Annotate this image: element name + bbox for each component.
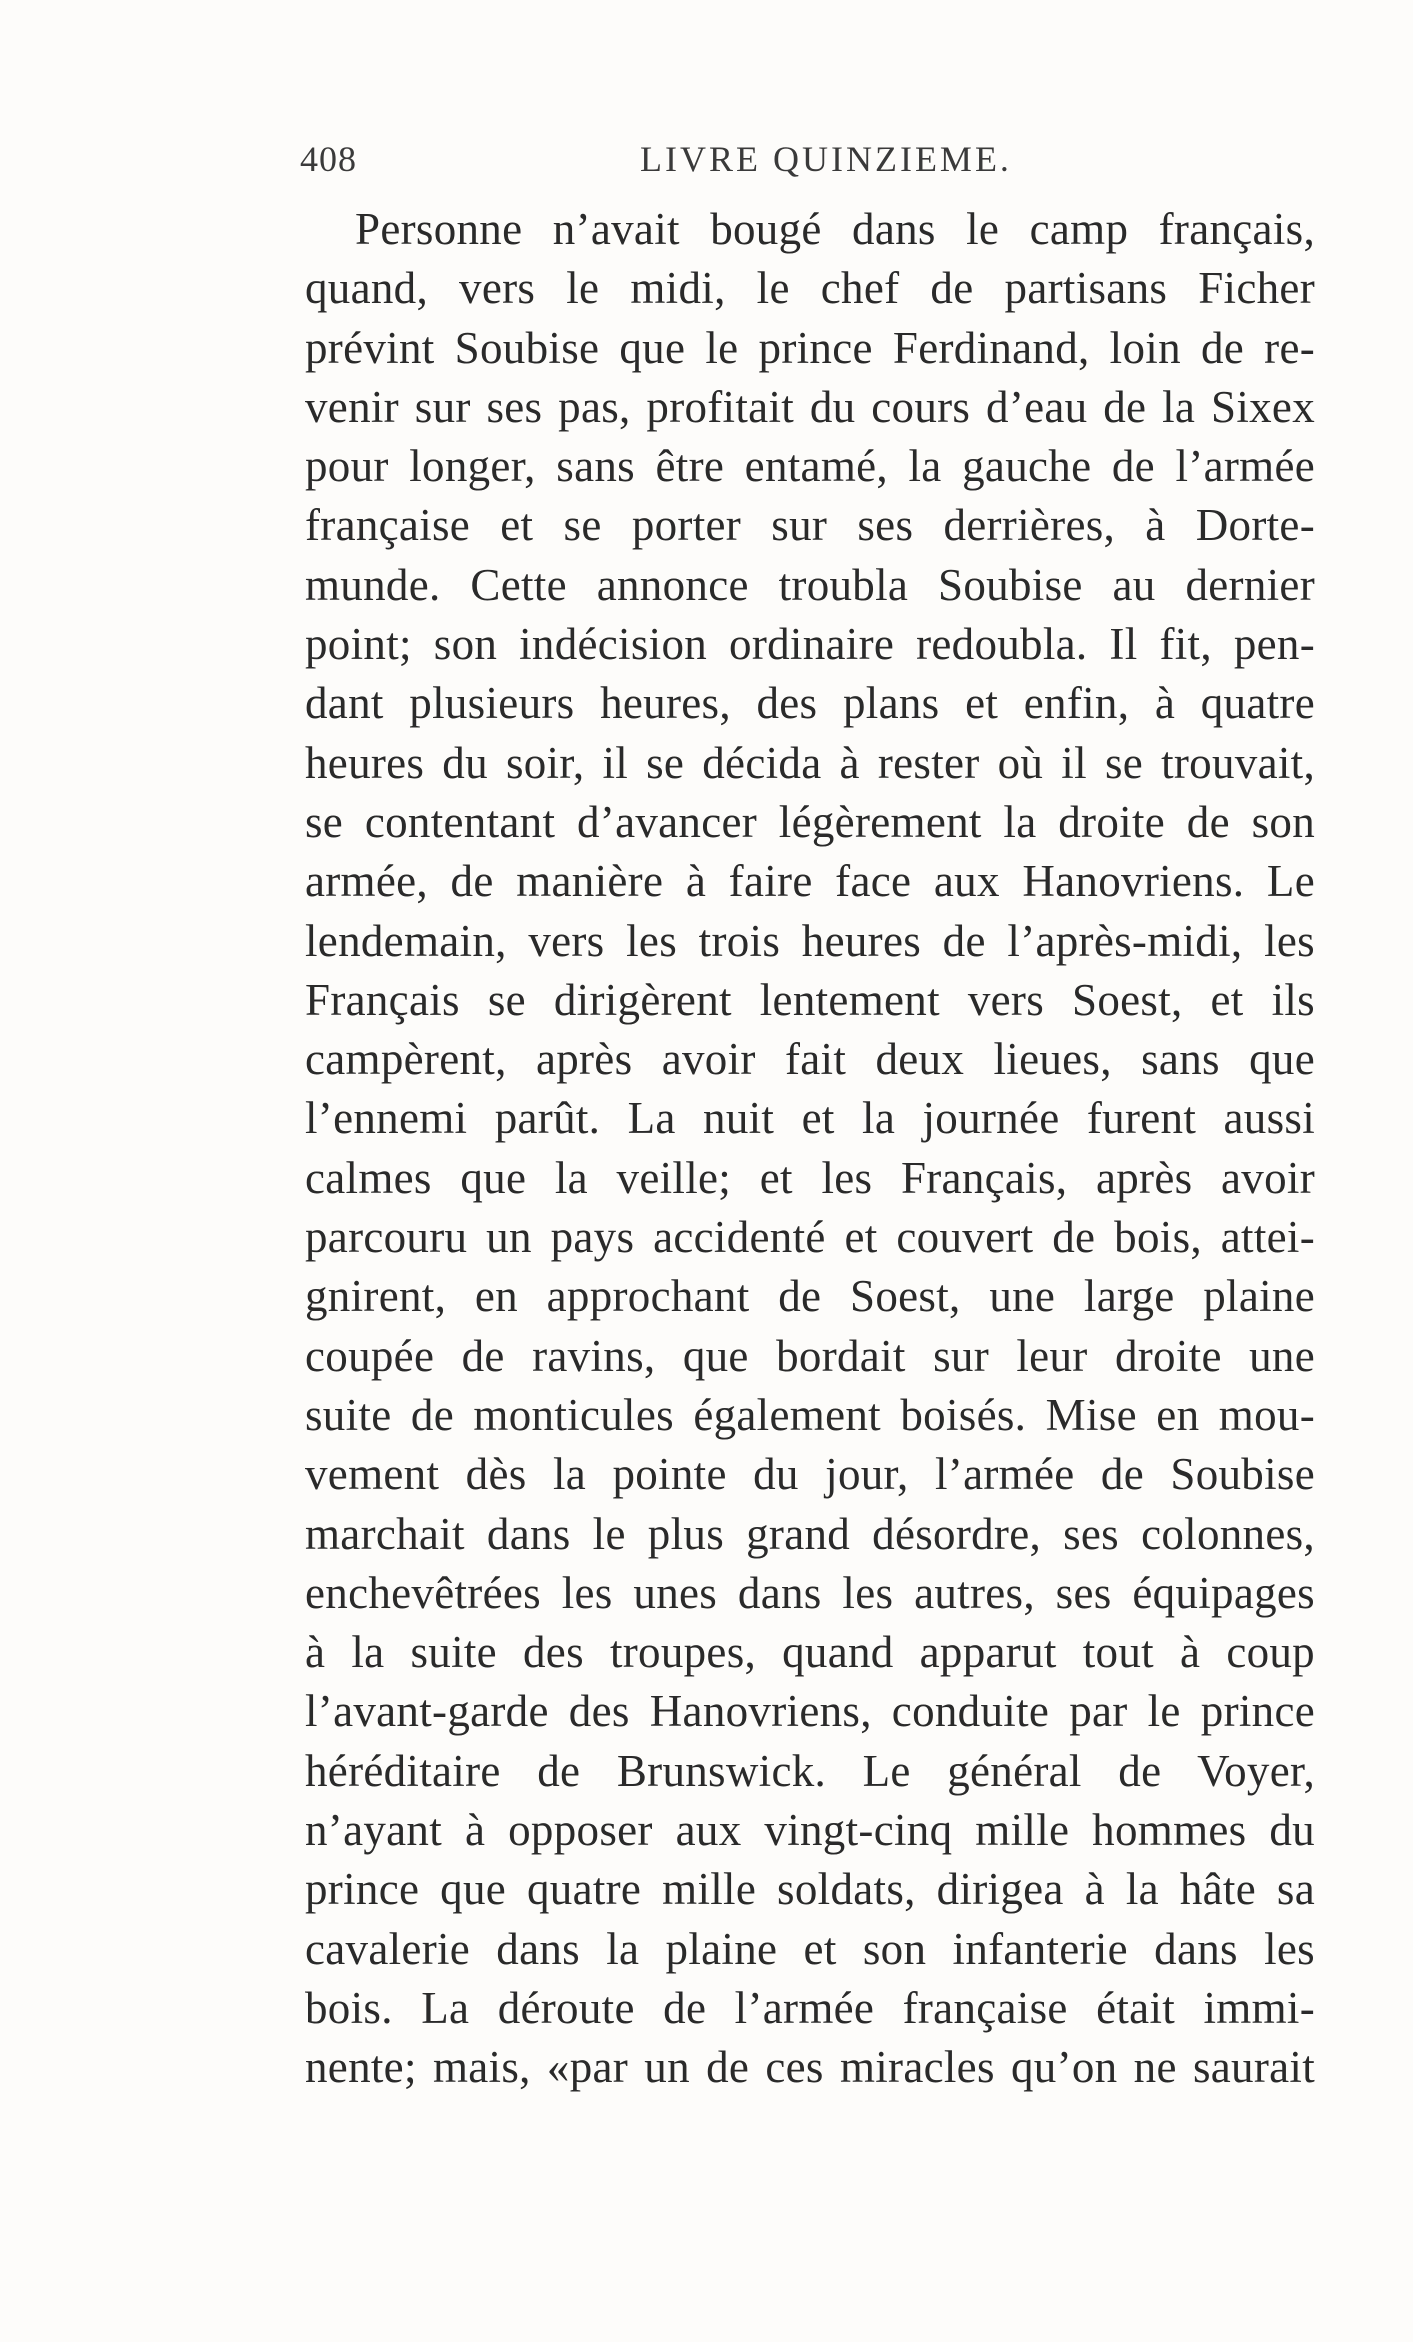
text-line: campèrent, après avoir fait deux lieues, sans que	[305, 1034, 1315, 1085]
text-line: pour longer, sans être entamé, la gauche de l’armée	[305, 441, 1315, 492]
text-line: cavalerie dans la plaine et son infanterie dans les	[305, 1923, 1315, 1974]
text-line: armée, de manière à faire face aux Hanovriens. Le	[305, 856, 1315, 907]
text-line: enchevêtrées les unes dans les autres, ses équipages	[305, 1567, 1315, 1618]
text-line: nente; mais, «par un de ces miracles qu’on ne saurait	[305, 2042, 1315, 2093]
text-line: Français se dirigèrent lentement vers Soest, et ils	[305, 974, 1315, 1025]
text-line: parcouru un pays accidenté et couvert de bois, attei-	[305, 1212, 1315, 1263]
text-line: marchait dans le plus grand désordre, ses colonnes,	[305, 1508, 1315, 1559]
text-line: n’ayant à opposer aux vingt-cinq mille hommes du	[305, 1805, 1315, 1856]
text-line: gnirent, en approchant de Soest, une large plaine	[305, 1271, 1315, 1322]
text-line: à la suite des troupes, quand apparut tout à coup	[305, 1627, 1315, 1678]
text-line: Personne n’avait bougé dans le camp français,	[355, 204, 1315, 254]
text-line: suite de monticules également boisés. Mise en mou-	[305, 1389, 1315, 1440]
text-line: prince que quatre mille soldats, dirigea à la hâte sa	[305, 1864, 1315, 1915]
text-line: l’avant-garde des Hanovriens, conduite par le prince	[305, 1686, 1315, 1737]
text-line: vement dès la pointe du jour, l’armée de Soubise	[305, 1449, 1315, 1500]
body-text	[305, 200, 1315, 2098]
text-line: lendemain, vers les trois heures de l’après-midi, les	[305, 915, 1315, 966]
text-line: heures du soir, il se décida à rester où il se trouvait,	[305, 737, 1315, 788]
running-title: LIVRE QUINZIEME.	[640, 139, 1012, 179]
page-number: 408	[300, 139, 357, 179]
page-header	[300, 138, 1318, 188]
text-line: venir sur ses pas, profitait du cours d’eau de la Sixex	[305, 381, 1315, 432]
text-line: munde. Cette annonce troubla Soubise au dernier	[305, 559, 1315, 610]
text-line: bois. La déroute de l’armée française était immi-	[305, 1982, 1315, 2033]
text-line: coupée de ravins, que bordait sur leur droite une	[305, 1330, 1315, 1381]
text-line: française et se porter sur ses derrières, à Dorte-	[305, 500, 1315, 551]
text-line: prévint Soubise que le prince Ferdinand, loin de re-	[305, 322, 1315, 373]
text-line: se contentant d’avancer légèrement la droite de son	[305, 796, 1315, 847]
text-line: calmes que la veille; et les Français, après avoir	[305, 1152, 1315, 1203]
text-line: dant plusieurs heures, des plans et enfin, à quatre	[305, 678, 1315, 729]
text-line: quand, vers le midi, le chef de partisans Ficher	[305, 263, 1315, 314]
text-line: point; son indécision ordinaire redoubla. Il fit, pen-	[305, 619, 1315, 670]
text-line: l’ennemi parût. La nuit et la journée furent aussi	[305, 1093, 1315, 1144]
text-line: héréditaire de Brunswick. Le général de Voyer,	[305, 1745, 1315, 1796]
